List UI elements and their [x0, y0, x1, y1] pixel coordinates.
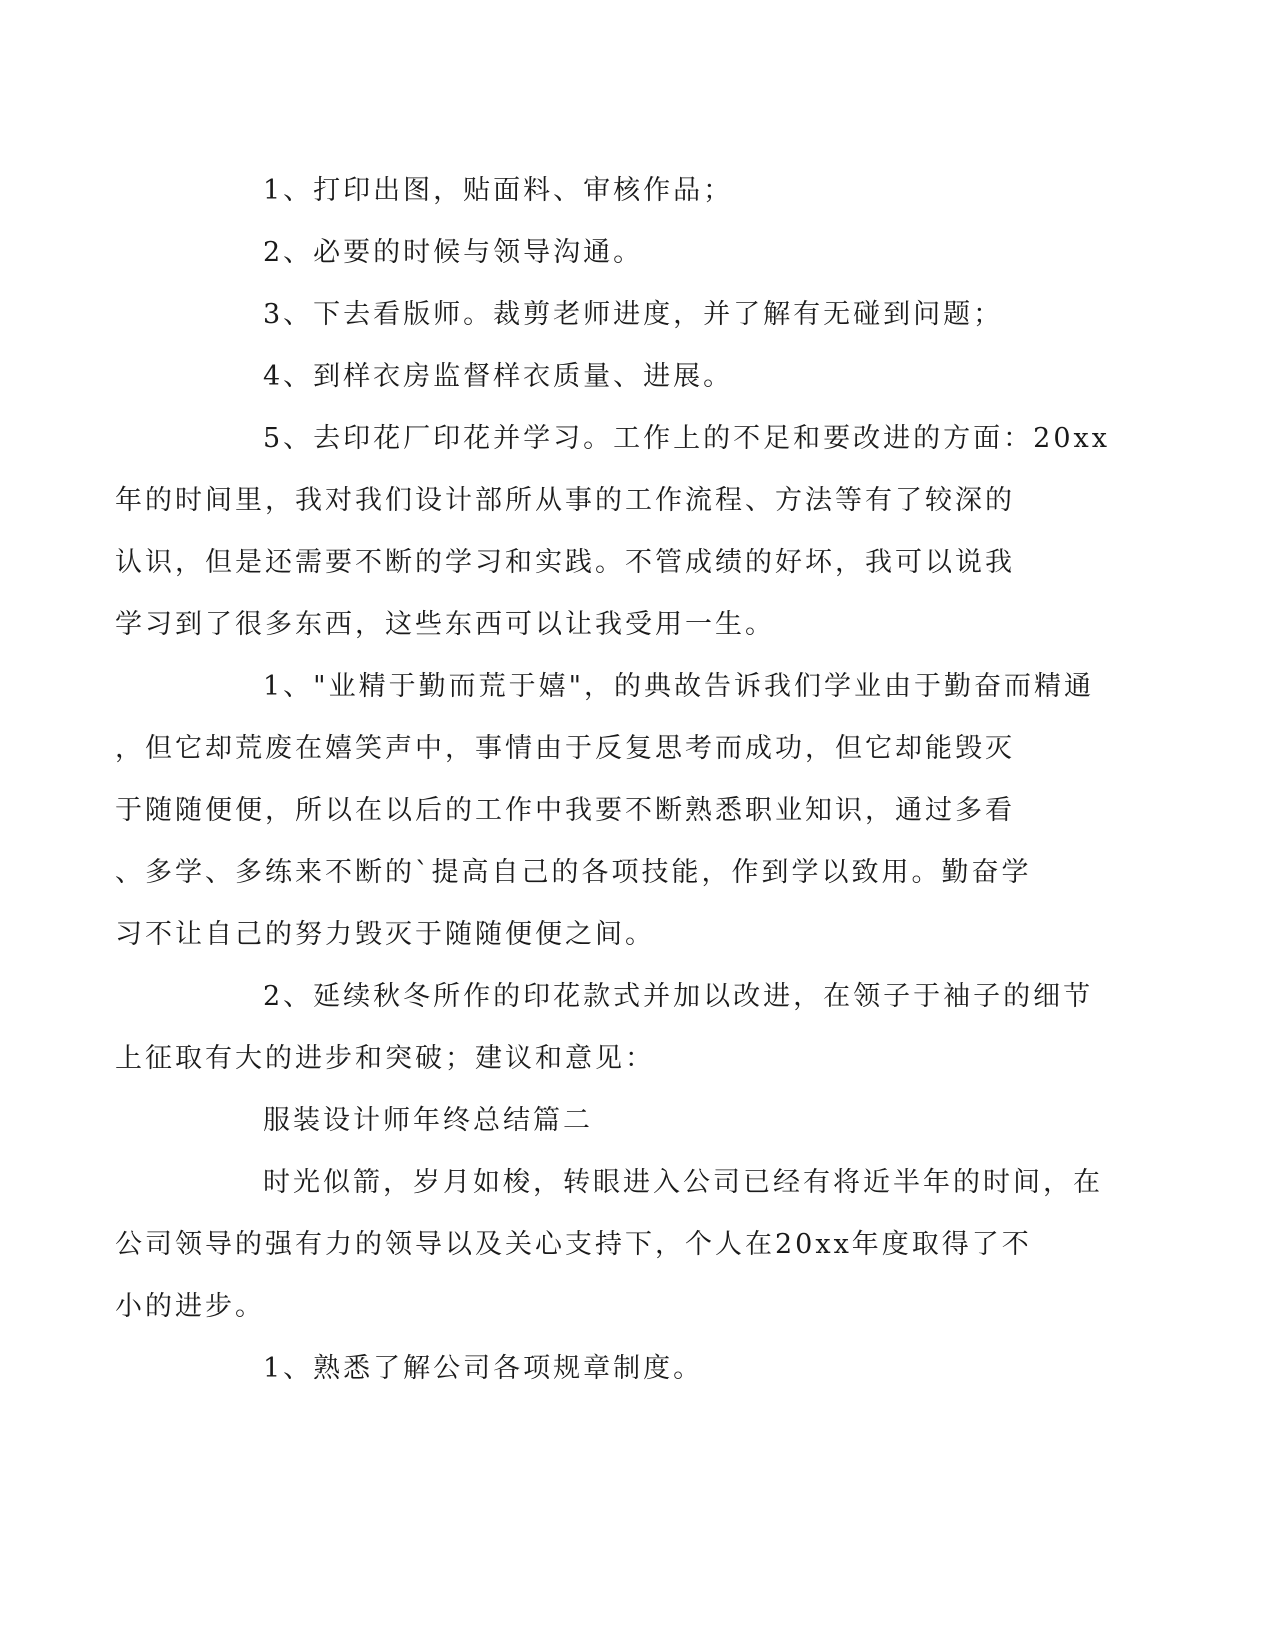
list-item-print — [189, 160, 1089, 222]
text-line: 认识，但是还需要不断的学习和实践。不管成绩的好坏，我可以说我 — [115, 547, 1015, 578]
text-line: 习不让自己的努力毁灭于随随便便之间。 — [115, 919, 655, 950]
text-line: 1、"业精于勤而荒于嬉"，的典故告诉我们学业由于勤奋而精通 — [263, 671, 1095, 702]
paragraph-printing-factory — [115, 408, 1110, 656]
text-line: 于随随便便，所以在以后的工作中我要不断熟悉职业知识，通过多看 — [115, 795, 1015, 826]
list-item-regulations — [189, 1338, 1089, 1400]
text-line: 2、延续秋冬所作的印花款式并加以改进，在领子于袖子的细节 — [263, 981, 1094, 1012]
text-line: 上征取有大的进步和突破；建议和意见： — [115, 1043, 655, 1074]
text-line: 1、熟悉了解公司各项规章制度。 — [263, 1353, 704, 1384]
text-line: 3、下去看版师。裁剪老师进度，并了解有无碰到问题； — [263, 299, 1004, 330]
text-line: ，但它却荒废在嬉笑声中，事情由于反复思考而成功，但它却能毁灭 — [115, 733, 1015, 764]
paragraph-time-flies — [115, 1152, 1103, 1338]
paragraph-diligence — [115, 656, 1095, 966]
section-title: 服装设计师年终总结篇二 — [263, 1105, 593, 1136]
text-line: 年的时间里，我对我们设计部所从事的工作流程、方法等有了较深的 — [115, 485, 1015, 516]
text-line: 2、必要的时候与领导沟通。 — [263, 237, 644, 268]
list-item-communicate — [189, 222, 1089, 284]
text-line: 公司领导的强有力的领导以及关心支持下，个人在20xx年度取得了不 — [115, 1229, 1032, 1260]
list-item-pattern-maker — [189, 284, 1089, 346]
text-line: 1、打印出图，贴面料、审核作品； — [263, 175, 734, 206]
document-body — [115, 160, 1110, 1400]
list-item-sample-room — [189, 346, 1089, 408]
text-line: 5、去印花厂印花并学习。工作上的不足和要改进的方面：20xx — [263, 423, 1110, 454]
text-line: 小的进步。 — [115, 1291, 265, 1322]
text-line: 4、到样衣房监督样衣质量、进展。 — [263, 361, 734, 392]
text-line: 时光似箭，岁月如梭，转眼进入公司已经有将近半年的时间，在 — [263, 1167, 1103, 1198]
text-line: 学习到了很多东西，这些东西可以让我受用一生。 — [115, 609, 775, 640]
paragraph-improvement — [115, 966, 1094, 1090]
text-line: 、多学、多练来不断的`提高自己的各项技能，作到学以致用。勤奋学 — [115, 857, 1032, 888]
